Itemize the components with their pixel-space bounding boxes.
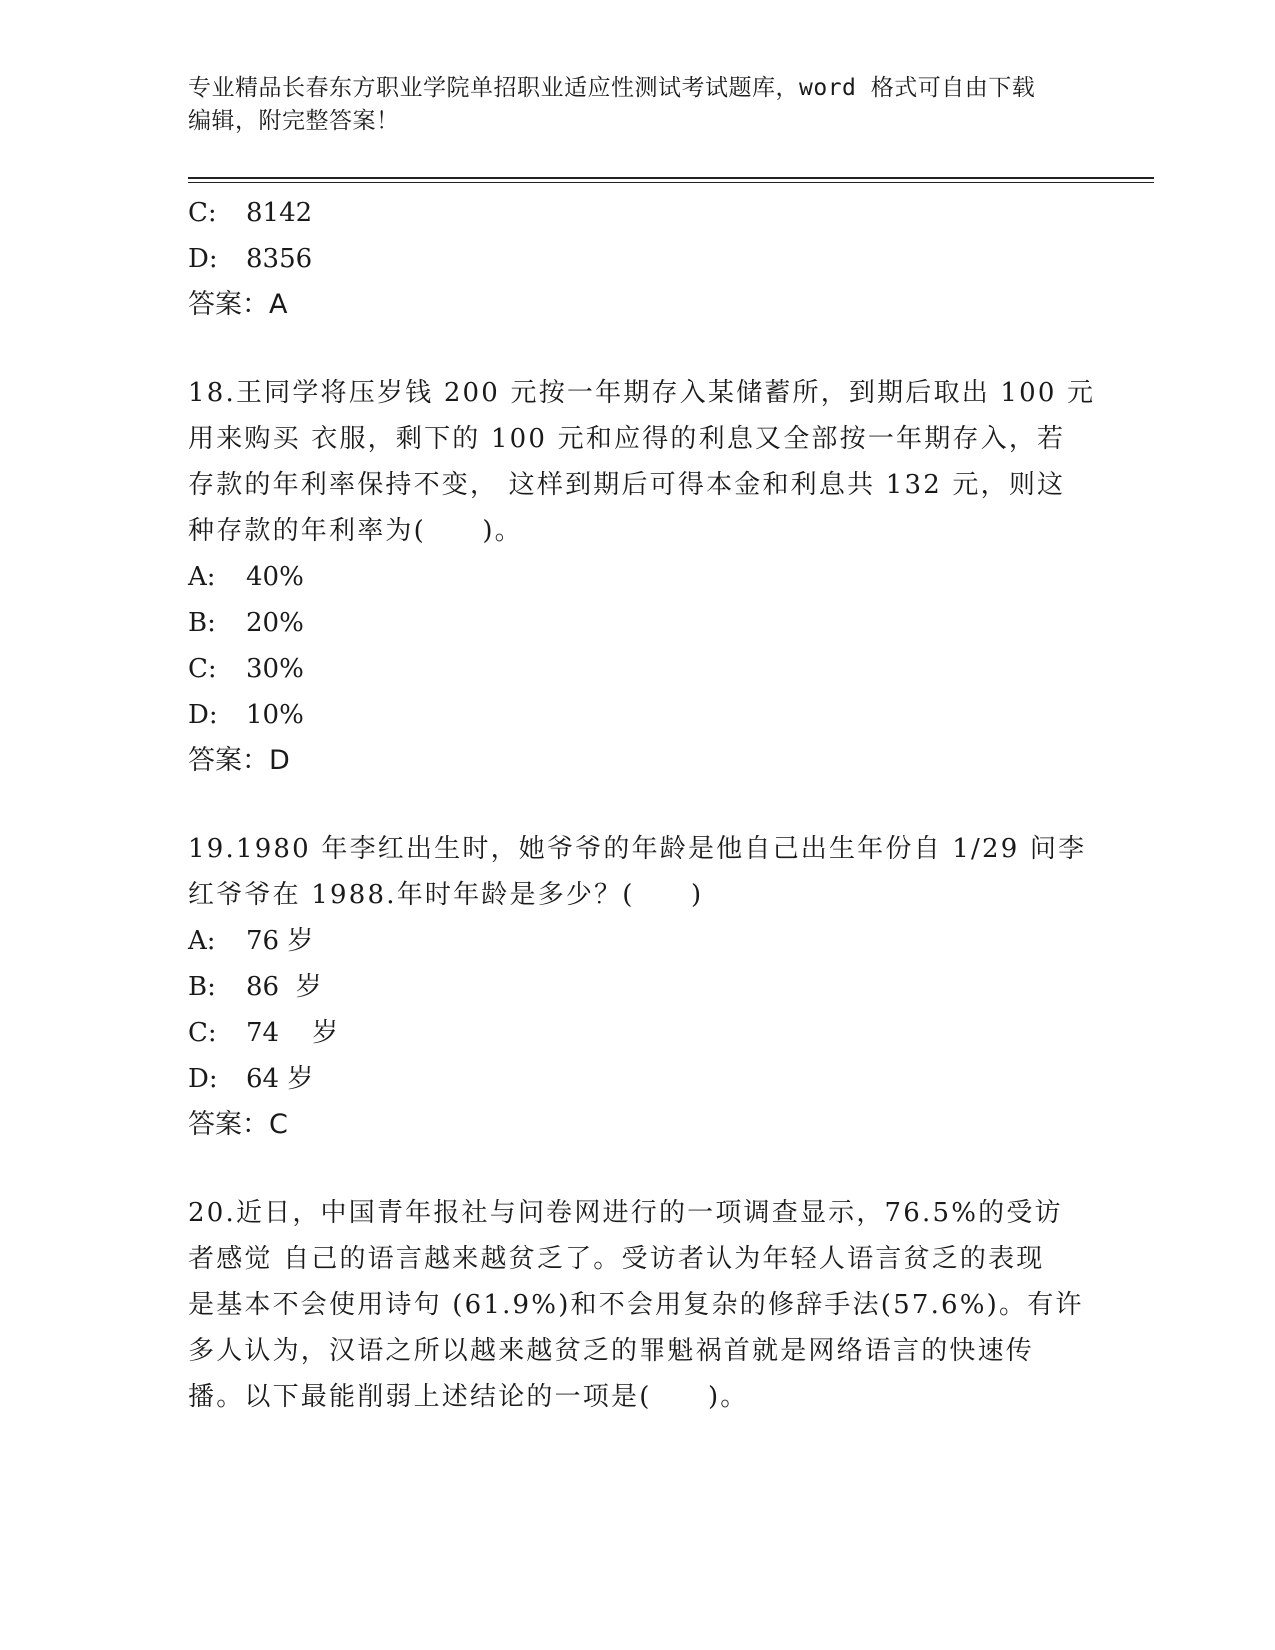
document-header (188, 72, 1088, 138)
option-letter: C: (188, 654, 217, 684)
question-text-line: 存款的年利率保持不变， 这样到期后可得本金和利息共 132 元，则这 (188, 470, 1066, 500)
option-text: 30% (246, 654, 304, 684)
option-text: 10% (246, 700, 304, 730)
question-text-line: 20.近日，中国青年报社与问卷网进行的一项调查显示，76.5%的受访 (188, 1198, 1063, 1228)
question-text-line: 18.王同学将压岁钱 200 元按一年期存入某储蓄所，到期后取出 100 元 (188, 378, 1096, 408)
option-c (188, 646, 1088, 692)
option-d (188, 1056, 1088, 1102)
option-text: 40% (246, 562, 304, 592)
option-letter: D: (188, 700, 218, 730)
question-17-tail (188, 190, 1088, 328)
question-text-line: 19.1980 年李红出生时，她爷爷的年龄是他自己出生年份自 1/29 问李 (188, 834, 1087, 864)
question-content (188, 190, 1096, 1420)
option-letter: A: (188, 926, 216, 956)
header-line-2: 编辑，附完整答案！ (188, 108, 400, 134)
option-letter: C: (188, 1018, 217, 1048)
header-divider-thin (188, 182, 1154, 183)
question-text-line: 播。以下最能削弱上述结论的一项是( )。 (188, 1382, 749, 1412)
option-a (188, 918, 1088, 964)
option-letter: B: (188, 972, 216, 1002)
option-letter: D: (188, 244, 218, 274)
answer-line: 答案：D (188, 745, 290, 776)
option-a (188, 554, 1088, 600)
option-letter: B: (188, 608, 216, 638)
option-text: 86 岁 (246, 972, 322, 1002)
option-text: 8356 (246, 244, 313, 274)
option-letter: A: (188, 562, 216, 592)
question-18 (188, 370, 1096, 784)
header-divider-thick (188, 177, 1154, 179)
option-text: 76 岁 (246, 926, 314, 956)
option-letter: D: (188, 1064, 218, 1094)
question-19 (188, 826, 1088, 1148)
option-c (188, 190, 1088, 236)
option-text: 74 岁 (246, 1018, 339, 1048)
option-d (188, 692, 1088, 738)
header-line-1: 专业精品长春东方职业学院单招职业适应性测试考试题库，word 格式可自由下载 (188, 75, 1036, 101)
answer-line: 答案：C (188, 1109, 288, 1140)
question-20 (188, 1190, 1088, 1420)
option-text: 20% (246, 608, 304, 638)
question-text-line: 种存款的年利率为( )。 (188, 516, 523, 546)
option-c (188, 1010, 1088, 1056)
answer-line: 答案：A (188, 289, 288, 320)
option-letter: C: (188, 198, 217, 228)
option-b (188, 600, 1088, 646)
option-text: 8142 (246, 198, 313, 228)
option-text: 64 岁 (246, 1064, 314, 1094)
question-text-line: 红爷爷在 1988.年时年龄是多少？( ) (188, 880, 704, 910)
option-d (188, 236, 1088, 282)
question-text-line: 多人认为，汉语之所以越来越贫乏的罪魁祸首就是网络语言的快速传 (188, 1336, 1035, 1366)
question-text-line: 者感觉 自己的语言越来越贫乏了。受访者认为年轻人语言贫乏的表现 (188, 1244, 1045, 1274)
question-text-line: 用来购买 衣服，剩下的 100 元和应得的利息又全部按一年期存入，若 (188, 424, 1066, 454)
question-text-line: 是基本不会使用诗句 (61.9%)和不会用复杂的修辞手法(57.6%)。有许 (188, 1290, 1084, 1320)
option-b (188, 964, 1088, 1010)
